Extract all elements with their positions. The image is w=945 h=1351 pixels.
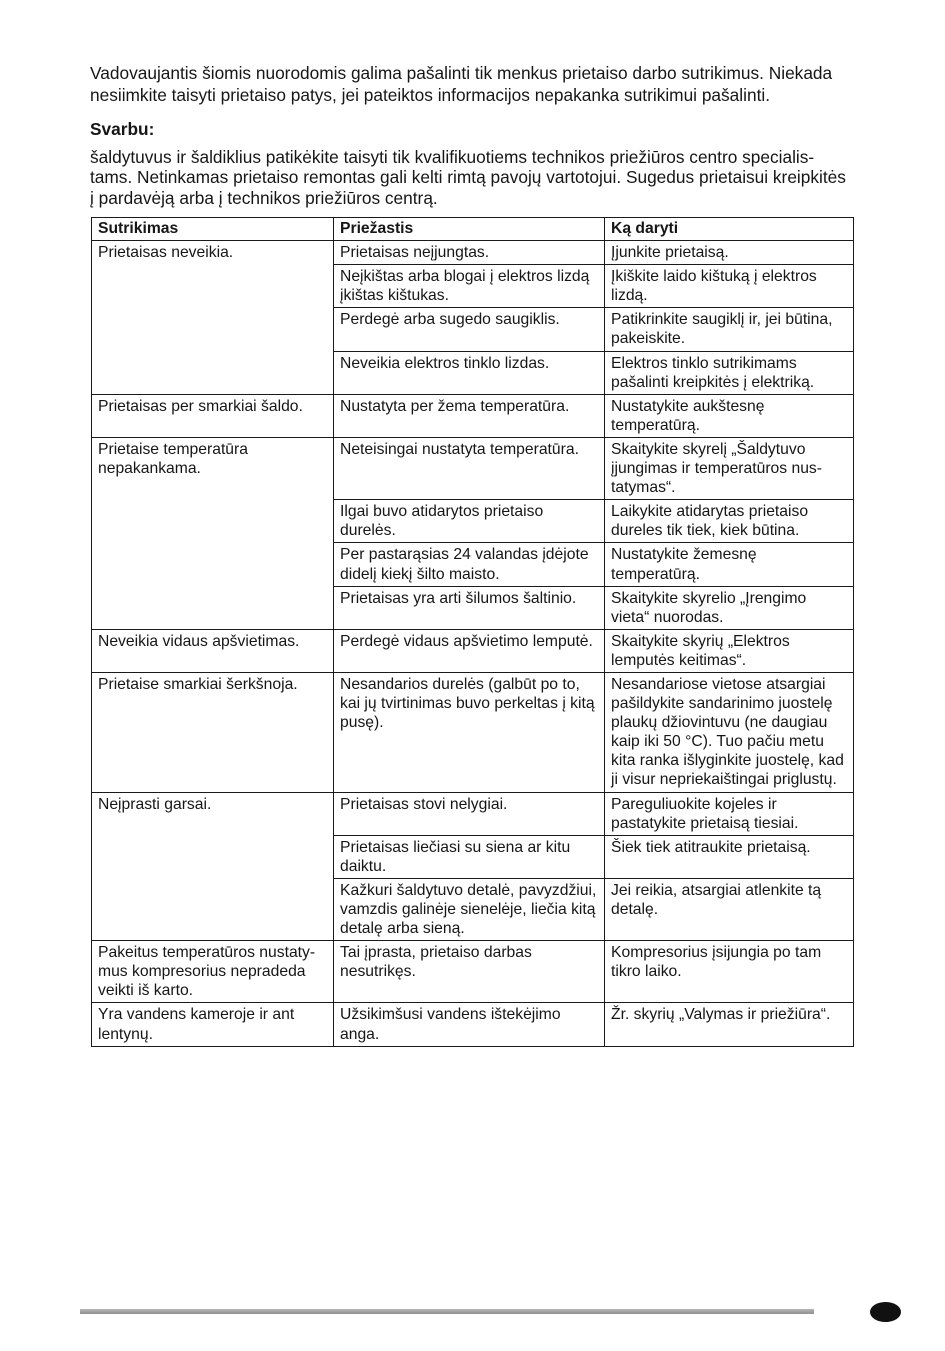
cause-cell: Užsikimšusi vandens ištekėjimo anga. <box>334 1003 605 1046</box>
important-paragraph: šaldytuvus ir šaldiklius patikėkite taisyti tik kvalifikuotiems technikos priežiūros centro specialis- tams. Netinkamas prietaiso remontas gali kelti rimtą pavojų vartotojui. Sugedus prietaisui kreipkitės į pardavėją arba į technikos priežiūros centrą. <box>90 146 846 208</box>
cause-cell: Nesandarios durelės (galbūt po to, kai jų tvirtinimas buvo perkeltas į kitą pusę). <box>334 672 605 792</box>
cause-cell: Nustatyta per žema temperatūra. <box>334 394 605 437</box>
action-cell: Žr. skyrių „Valymas ir priežiūra“. <box>605 1003 854 1046</box>
important-label: Svarbu: <box>90 119 155 139</box>
table-row <box>92 941 854 1003</box>
problem-cell: Pakeitus temperatūros nustaty- mus kompresorius nepradeda veikti iš karto. <box>92 941 334 1003</box>
cause-cell: Per pastarąsias 24 valandas įdėjote didelį kiekį šilto maisto. <box>334 543 605 586</box>
action-cell: Įkiškite laido kištuką į elektros lizdą. <box>605 265 854 308</box>
problem-cell: Prietaisas neveikia. <box>92 241 334 395</box>
cause-cell: Prietaisas neįjungtas. <box>334 241 605 265</box>
intro-paragraph: Vadovaujantis šiomis nuorodomis galima pašalinti tik menkus prietaiso darbo sutrikimus. Niekada nesiimkite taisyti prietaiso patys, jei pateiktos informacijos nepakanka sutrikimui pašalinti. <box>90 63 833 105</box>
action-cell: Kompresorius įsijungia po tam tikro laiko. <box>605 941 854 1003</box>
cause-cell: Tai įprasta, prietaiso darbas nesutrikęs. <box>334 941 605 1003</box>
action-cell: Laikykite atidarytas prietaiso dureles tik tiek, kiek būtina. <box>605 500 854 543</box>
action-cell: Skaitykite skyrelio „Įrengimo vieta“ nuorodas. <box>605 586 854 629</box>
action-cell: Nesandariose vietose atsargiai pašildykite sandarinimo juostelę plaukų džiovintuvu (ne daugiau kaip iki 50 °C). Tuo pačiu metu kita ranka išlyginkite juostelę, kad ji visur nepriekaištingai priglustų. <box>605 672 854 792</box>
problem-cell: Neįprasti garsai. <box>92 792 334 941</box>
cause-cell: Perdegė vidaus apšvietimo lemputė. <box>334 629 605 672</box>
cause-cell: Neveikia elektros tinklo lizdas. <box>334 351 605 394</box>
action-cell: Nustatykite aukštesnę temperatūrą. <box>605 394 854 437</box>
problem-cell: Prietaise smarkiai šerkšnoja. <box>92 672 334 792</box>
table-row <box>92 241 854 265</box>
troubleshooting-table <box>91 217 854 1047</box>
cause-cell: Prietaisas stovi nelygiai. <box>334 792 605 835</box>
problem-cell: Prietaise temperatūra nepakankama. <box>92 437 334 629</box>
action-cell: Patikrinkite saugiklį ir, jei būtina, pakeiskite. <box>605 308 854 351</box>
action-cell: Skaitykite skyrių „Elektros lemputės keitimas“. <box>605 629 854 672</box>
action-cell: Šiek tiek atitraukite prietaisą. <box>605 835 854 878</box>
table-row <box>92 629 854 672</box>
problem-cell: Neveikia vidaus apšvietimas. <box>92 629 334 672</box>
action-cell: Elektros tinklo sutrikimams pašalinti kreipkitės į elektriką. <box>605 351 854 394</box>
action-cell: Jei reikia, atsargiai atlenkite tą detalę. <box>605 878 854 940</box>
table-row <box>92 394 854 437</box>
table-row <box>92 437 854 499</box>
table-header-row <box>92 218 854 241</box>
action-cell: Įjunkite prietaisą. <box>605 241 854 265</box>
header-problem: Sutrikimas <box>92 218 334 241</box>
table-row <box>92 1003 854 1046</box>
cause-cell: Prietaisas yra arti šilumos šaltinio. <box>334 586 605 629</box>
action-cell: Skaitykite skyrelį „Šaldytuvo įjungimas ir temperatūros nus- tatymas“. <box>605 437 854 499</box>
cause-cell: Neįkištas arba blogai į elektros lizdą įkištas kištukas. <box>334 265 605 308</box>
cause-cell: Perdegė arba sugedo saugiklis. <box>334 308 605 351</box>
cause-cell: Neteisingai nustatyta temperatūra. <box>334 437 605 499</box>
problem-cell: Yra vandens kameroje ir ant lentynų. <box>92 1003 334 1046</box>
header-action: Ką daryti <box>605 218 854 241</box>
cause-cell: Ilgai buvo atidarytos prietaiso durelės. <box>334 500 605 543</box>
problem-cell: Prietaisas per smarkiai šaldo. <box>92 394 334 437</box>
action-cell: Nustatykite žemesnę temperatūrą. <box>605 543 854 586</box>
table-row <box>92 792 854 835</box>
cause-cell: Prietaisas liečiasi su siena ar kitu daiktu. <box>334 835 605 878</box>
action-cell: Pareguliuokite kojeles ir pastatykite prietaisą tiesiai. <box>605 792 854 835</box>
table-row <box>92 672 854 792</box>
footer-rule <box>80 1309 814 1314</box>
header-cause: Priežastis <box>334 218 605 241</box>
page-marker <box>870 1302 901 1322</box>
cause-cell: Kažkuri šaldytuvo detalė, pavyzdžiui, vamzdis galinėje sienelėje, liečia kitą detalę arba sieną. <box>334 878 605 940</box>
